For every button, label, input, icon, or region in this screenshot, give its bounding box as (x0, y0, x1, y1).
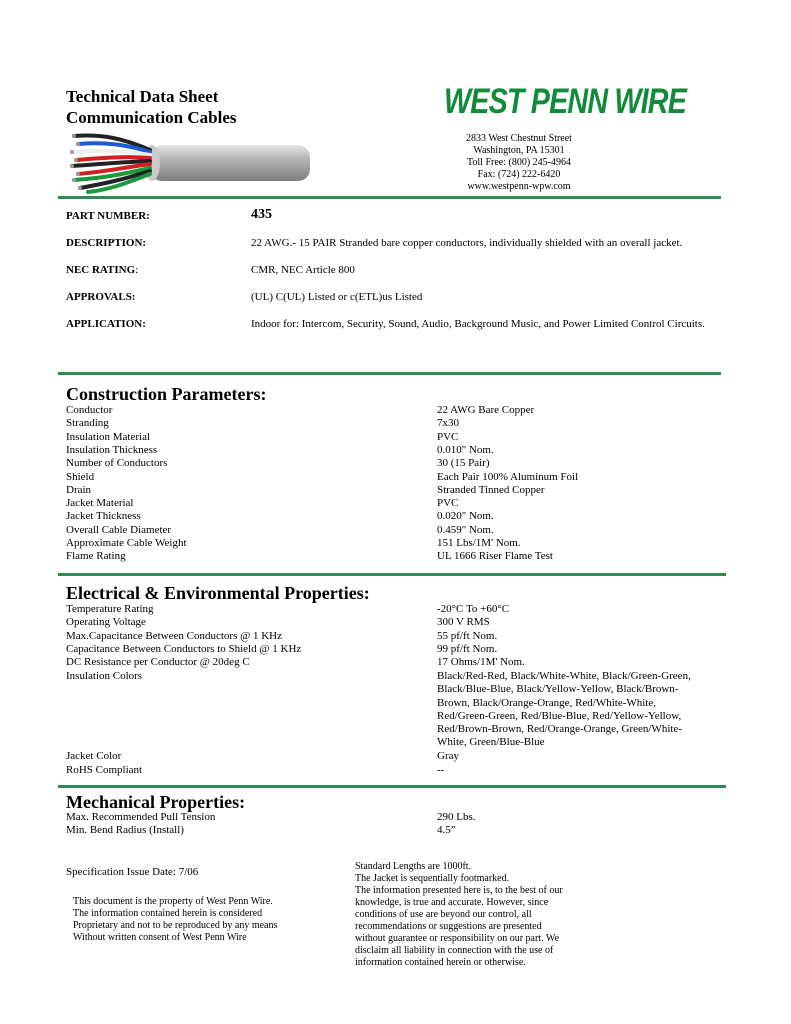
param-name: Temperature Rating (66, 603, 154, 615)
part-number-label: PART NUMBER: (66, 210, 150, 222)
param-value: 151 Lbs/1M' Nom. (437, 537, 521, 549)
address-line: Fax: (724) 222-6420 (477, 169, 561, 180)
title-line-1: Technical Data Sheet (66, 87, 219, 106)
nec-rating-value: CMR, NEC Article 800 (251, 264, 355, 276)
param-value: 99 pf/ft Nom. (437, 642, 498, 655)
mechanical-title: Mechanical Properties: (66, 792, 246, 812)
param-value: 55 pf/ft Nom. (437, 629, 498, 642)
disclaimer-notes: Standard Lengths are 1000ft. The Jacket is sequentially footmarked. The information presented here is, to the best of our knowledge, is true and accurate. However, since conditions of use are beyond our control, all recommendations or suggestions are presented without guarantee or responsibility on our part. We disclaim all liability in connection with the use of information contained herein or otherwise. (355, 861, 563, 968)
param-value: Stranded Tinned Copper (437, 483, 545, 496)
electrical-title: Electrical & Environmental Properties: (66, 583, 370, 603)
param-name: Max. Recommended Pull Tension (66, 811, 216, 823)
param-name: Jacket Material (66, 497, 134, 510)
param-value: 22 AWG Bare Copper (437, 404, 535, 416)
title-line-2: Communication Cables (66, 108, 237, 127)
property-notice: This document is the property of West Penn Wire. The information contained herein is considered Proprietary and not to be reproduced by any means Without written consent of West Penn Wire (73, 896, 278, 943)
param-value: 290 Lbs. (437, 811, 476, 823)
param-name: Flame Rating (66, 550, 126, 563)
param-name: Conductor (66, 404, 113, 416)
param-value: 300 V RMS (437, 616, 490, 629)
param-name: Stranding (66, 417, 109, 430)
rohs-label: RoHS Compliant (66, 764, 143, 776)
param-name: Operating Voltage (66, 616, 146, 629)
cable-image (62, 128, 318, 199)
jacket-color-label: Jacket Color (66, 750, 122, 762)
param-name: Shield (66, 470, 95, 483)
address-line: 2833 West Chestnut Street (466, 133, 572, 144)
part-number-value: 435 (251, 207, 272, 222)
param-name: Number of Conductors (66, 457, 168, 470)
construction-title: Construction Parameters: (66, 384, 267, 404)
param-name: DC Resistance per Conductor @ 20deg C (66, 656, 250, 669)
param-value: 0.020" Nom. (437, 510, 494, 523)
param-name: Min. Bend Radius (Install) (66, 824, 184, 837)
description-value: 22 AWG.- 15 PAIR Stranded bare copper conductors, individually shielded with an overall jacket. (251, 237, 683, 249)
param-value: 7x30 (437, 417, 459, 430)
param-name: Insulation Material (66, 430, 151, 443)
issue-date: Specification Issue Date: 7/06 (66, 866, 199, 878)
param-value: 4.5” (437, 824, 456, 837)
address-line: Toll Free: (800) 245-4964 (466, 157, 571, 168)
param-value: PVC (437, 497, 459, 510)
param-name: Capacitance Between Conductors to Shield @ 1 KHz (66, 642, 302, 655)
rohs-value: -- (437, 764, 445, 776)
nec-rating-label: NEC RATING: (66, 264, 139, 276)
param-value: Each Pair 100% Aluminum Foil (437, 470, 579, 483)
divider (58, 573, 726, 576)
website: www.westpenn-wpw.com (467, 181, 571, 192)
param-name: Overall Cable Diameter (66, 523, 172, 536)
param-value: UL 1666 Riser Flame Test (437, 550, 553, 563)
param-name: Approximate Cable Weight (66, 537, 187, 549)
param-name: Jacket Thickness (66, 510, 141, 523)
application-value: Indoor for: Intercom, Security, Sound, Audio, Background Music, and Power Limited Control Circuits. (251, 318, 705, 330)
param-value: PVC (437, 430, 459, 443)
insulation-colors-label: Insulation Colors (66, 670, 143, 682)
param-name: Drain (66, 483, 92, 496)
param-value: -20°C To +60°C (437, 603, 510, 615)
application-label: APPLICATION: (66, 318, 146, 330)
param-value: 17 Ohms/1M' Nom. (437, 656, 525, 669)
param-name: Max.Capacitance Between Conductors @ 1 KHz (66, 629, 283, 642)
doc-title (66, 86, 236, 128)
param-value: 0.010" Nom. (437, 443, 494, 456)
approvals-value: (UL) C(UL) Listed or c(ETL)us Listed (251, 291, 423, 303)
address-line: Washington, PA 15301 (473, 145, 565, 156)
param-name: Insulation Thickness (66, 443, 158, 456)
company-logo: WEST PENN WIRE (444, 82, 687, 121)
divider (58, 785, 726, 788)
param-value: 30 (15 Pair) (437, 457, 490, 470)
param-value: 0.459" Nom. (437, 523, 494, 536)
jacket-color-value: Gray (437, 750, 459, 762)
description-label: DESCRIPTION: (66, 237, 147, 249)
insulation-colors-value: Black/Red-Red, Black/White-White, Black/Green-Green, Black/Blue-Blue, Black/Yellow-Yellow, Black/Brown- Brown, Black/Orange-Orange, Red/White-White, Red/Green-Green, Red/Blue-Blue, Red/Yellow-Yellow, Red/Brown-Brown, Red/Orange-Orange, Green/White- White, Green/Blue-Blue (437, 670, 691, 749)
approvals-label: APPROVALS: (66, 291, 136, 303)
divider (58, 196, 721, 199)
divider (58, 372, 721, 375)
company-address (439, 133, 599, 193)
